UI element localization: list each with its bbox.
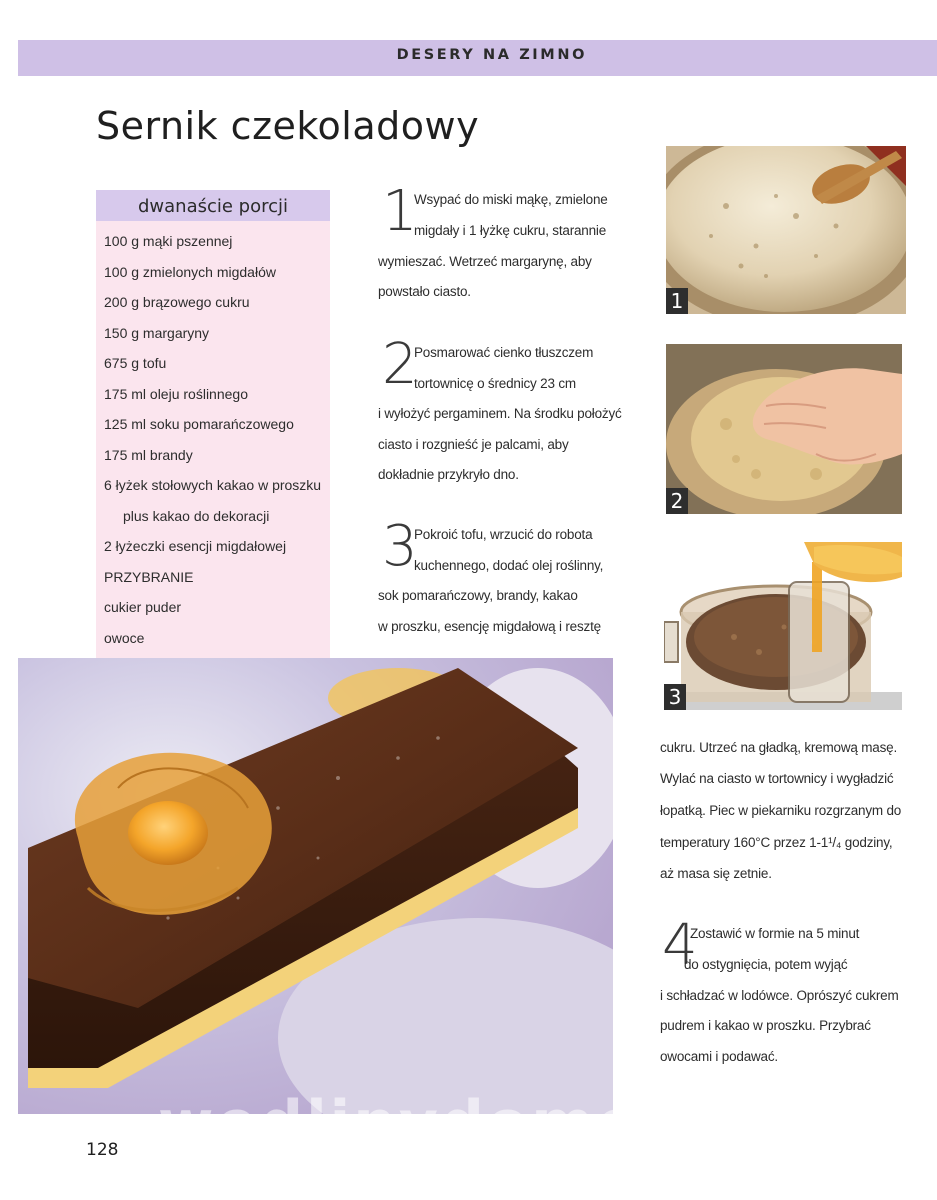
step-text-line: powstało ciasto. bbox=[378, 284, 471, 299]
section-title: DESERY NA ZIMNO bbox=[396, 47, 587, 63]
step-text-line: wymieszać. Wetrzeć margarynę, aby bbox=[378, 254, 592, 269]
garnish-heading: PRZYBRANIE bbox=[104, 568, 194, 585]
step-text-line: cukru. Utrzeć na gładką, kremową masę. bbox=[660, 740, 897, 755]
step-2 bbox=[378, 332, 648, 491]
step-text-line: migdały i 1 łyżkę cukru, starannie bbox=[414, 223, 607, 238]
ingredient-item: 200 g brązowego cukru bbox=[104, 294, 250, 310]
ingredient-item: 6 łyżek stołowych kakao w proszku bbox=[104, 477, 322, 493]
step-photo-1 bbox=[666, 146, 906, 314]
photo-step-badge: 3 bbox=[664, 684, 686, 710]
pressing-dough-image bbox=[666, 344, 902, 514]
ingredient-item: 100 g mąki pszennej bbox=[104, 233, 233, 249]
ingredient-item: 2 łyżeczki esencji migdałowej bbox=[104, 538, 287, 554]
food-processor-image bbox=[664, 542, 902, 710]
step-photo-3 bbox=[664, 542, 902, 710]
ingredient-item: 675 g tofu bbox=[104, 355, 167, 371]
step-text-line: ciasto i rozgnieść je palcami, aby bbox=[378, 437, 569, 452]
photo-step-badge: 2 bbox=[666, 488, 688, 514]
step-text-line: temperatury 160°C przez 1-1¹/₄ godziny, bbox=[660, 835, 893, 850]
step-text-line: w proszku, esencję migdałową i resztę bbox=[378, 619, 601, 634]
step-text-line: i schładzać w lodówce. Oprószyć cukrem bbox=[660, 988, 899, 1003]
step-text-line: do ostygnięcia, potem wyjąć bbox=[684, 957, 848, 972]
step-4 bbox=[660, 913, 925, 1072]
step-text-line: Wylać na ciasto w tortownicy i wygładzić bbox=[660, 771, 894, 786]
ingredient-item: 100 g zmielonych migdałów bbox=[104, 263, 276, 280]
step-text-line: Zostawić w formie na 5 minut bbox=[690, 926, 860, 941]
ingredient-item: 175 ml oleju roślinnego bbox=[104, 385, 248, 402]
step-3-continued bbox=[660, 740, 920, 880]
step-text-line: Posmarować cienko tłuszczem bbox=[414, 345, 594, 360]
step-text-line: dokładnie przykryło dno. bbox=[378, 467, 519, 482]
recipe-title: Sernik czekoladowy bbox=[96, 104, 480, 148]
watermark-text: wedlinydomowe.pl bbox=[158, 1088, 839, 1158]
step-text-line: łopatką. Piec w piekarniku rozgrzanym do bbox=[660, 803, 902, 818]
step-number: 3 bbox=[382, 514, 418, 579]
ingredient-item: cukier puder bbox=[104, 599, 182, 615]
step-text-line: Wsypać do miski mąkę, zmielone bbox=[414, 192, 608, 207]
step-3 bbox=[378, 514, 648, 643]
step-photo-2 bbox=[666, 344, 902, 514]
cheesecake-photo bbox=[18, 658, 613, 1114]
step-text-line: Pokroić tofu, wrzucić do robota bbox=[414, 527, 593, 542]
step-1 bbox=[378, 179, 648, 308]
step-number: 4 bbox=[662, 913, 698, 978]
step-text-line: sok pomarańczowy, brandy, kakao bbox=[378, 588, 578, 603]
step-text-line: aż masa się zetnie. bbox=[660, 866, 772, 881]
step-number: 2 bbox=[382, 332, 418, 397]
step-text-line: owocami i podawać. bbox=[660, 1049, 778, 1064]
ingredient-item: 125 ml soku pomarańczowego bbox=[104, 416, 294, 432]
page-number: 128 bbox=[86, 1140, 119, 1160]
step-text-line: pudrem i kakao w proszku. Przybrać bbox=[660, 1018, 871, 1033]
ingredient-item: plus kakao do dekoracji bbox=[123, 507, 270, 524]
step-text-line: kuchennego, dodać olej roślinny, bbox=[414, 558, 604, 573]
ingredients-list bbox=[104, 232, 321, 659]
flour-bowl-image bbox=[666, 146, 906, 314]
ingredient-item: 175 ml brandy bbox=[104, 446, 193, 463]
cheesecake-image bbox=[18, 658, 613, 1114]
step-text-line: i wyłożyć pergaminem. Na środku położyć bbox=[378, 406, 622, 421]
photo-step-badge: 1 bbox=[666, 288, 688, 314]
step-text-line: tortownicę o średnicy 23 cm bbox=[414, 376, 576, 391]
servings-heading: dwanaście porcji bbox=[96, 190, 330, 221]
step-number: 1 bbox=[382, 179, 418, 244]
ingredients-box bbox=[96, 190, 330, 687]
ingredient-item: 150 g margaryny bbox=[104, 324, 210, 341]
ingredient-item: owoce bbox=[104, 629, 145, 646]
